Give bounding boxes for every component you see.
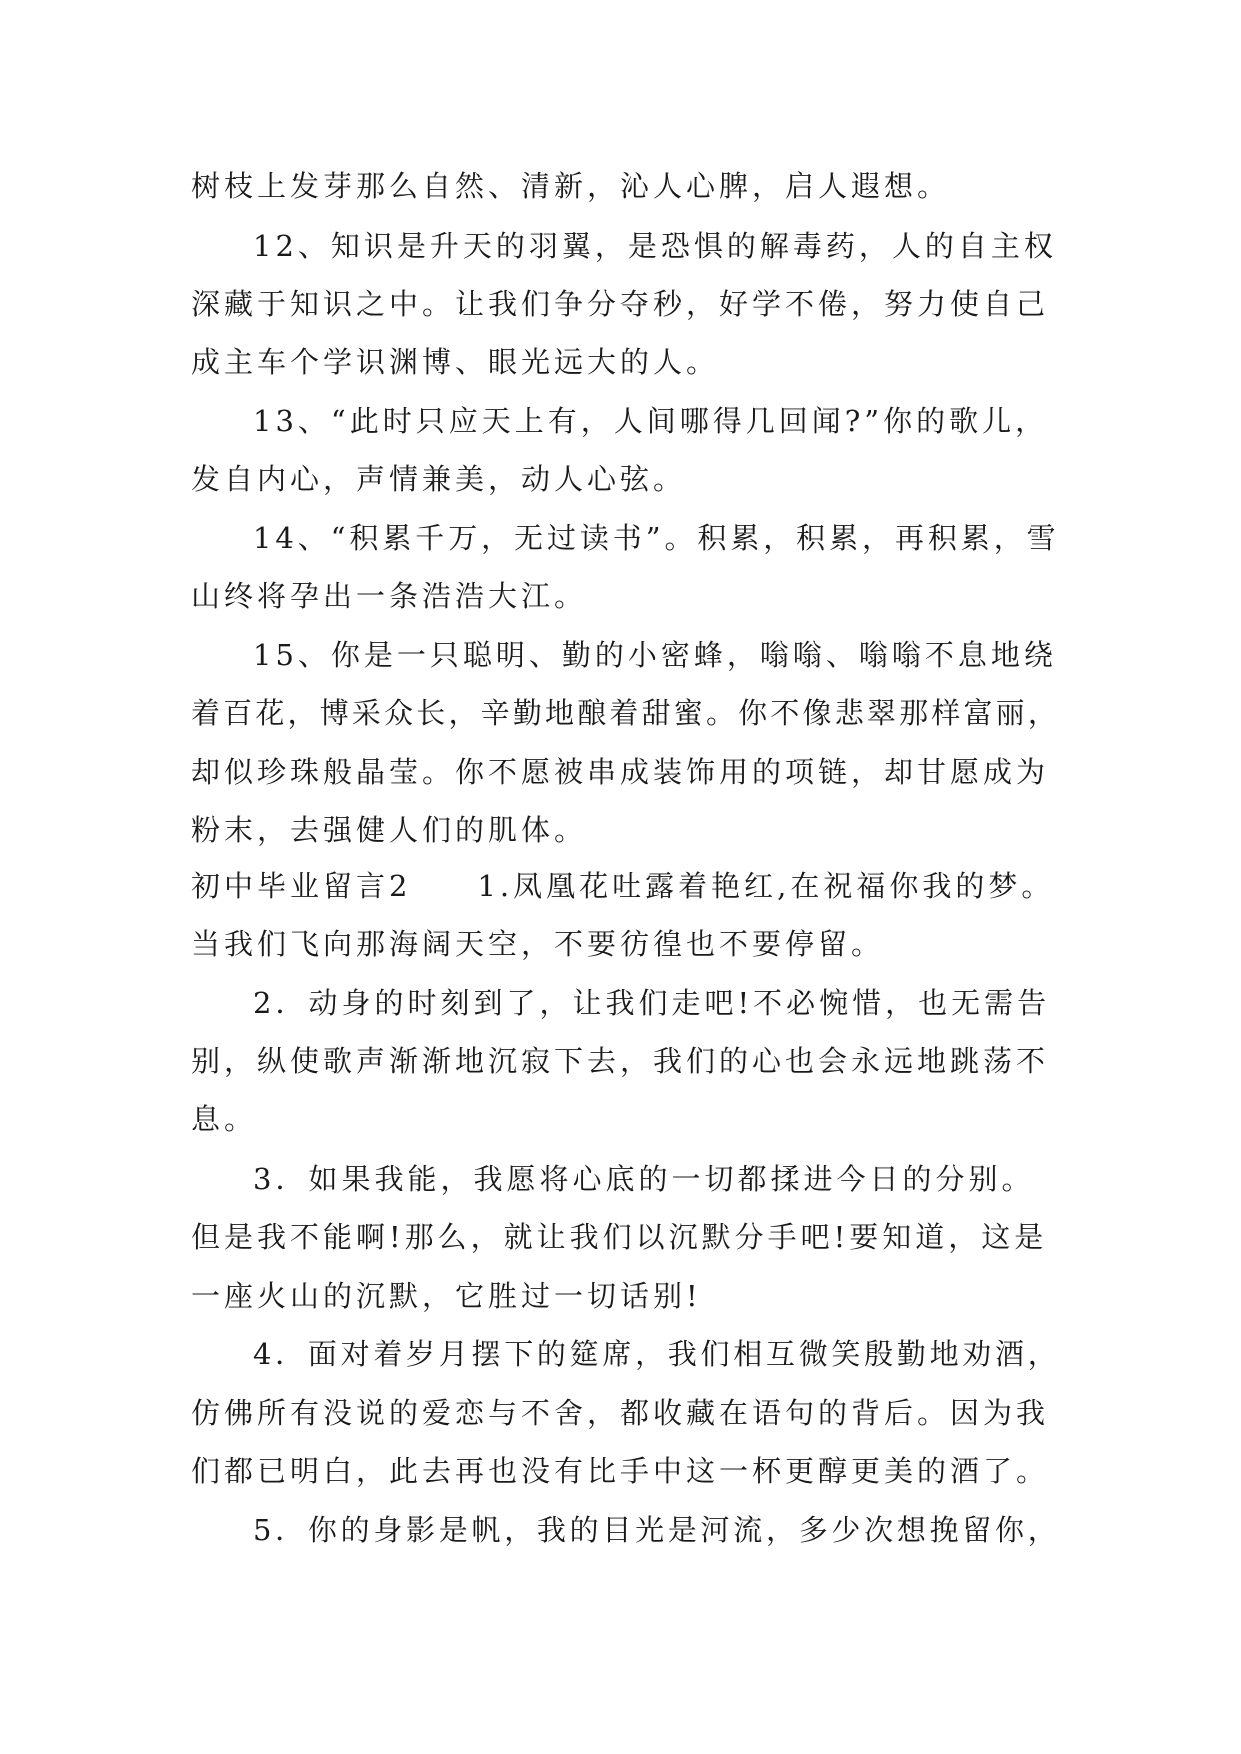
text-line: 着百花，博采众长，辛勤地酿着甜蜜。你不像悲翠那样富丽， (191, 696, 1061, 730)
text-line: 树枝上发芽那么自然、清新，沁人心脾，启人遐想。 (191, 169, 951, 203)
text-line: 3．如果我能，我愿将心底的一切都揉进今日的分别。 (253, 1162, 1035, 1196)
text-line: 却似珍珠般晶莹。你不愿被串成装饰用的项链，却甘愿成为 (191, 755, 1050, 789)
text-line: 仿佛所有没说的爱恋与不舍，都收藏在语句的背后。因为我 (191, 1396, 1050, 1430)
text-line: 2．动身的时刻到了，让我们走吧!不必惋惜，也无需告 (253, 986, 1051, 1020)
text-line: 4．面对着岁月摆下的筵席，我们相互微笑殷勤地劝酒， (253, 1337, 1061, 1371)
section-heading-line: 初中毕业留言2 1.凤凰花吐露着艳红,在祝福你我的梦。 (191, 869, 1055, 903)
text-line: 山终将孕出一条浩浩大江。 (191, 579, 588, 613)
text-line: 发自内心，声情兼美，动人心弦。 (191, 462, 687, 496)
text-line: 5．你的身影是帆，我的目光是河流，多少次想挽留你， (253, 1513, 1061, 1547)
text-line: 粉末，去强健人们的肌体。 (191, 813, 588, 847)
text-line: 深藏于知识之中。让我们争分夺秒，好学不倦，努力使自己 (191, 287, 1050, 321)
text-line: 别，纵使歌声渐渐地沉寂下去，我们的心也会永远地跳荡不 (191, 1044, 1050, 1078)
text-line: 们都已明白，此去再也没有比手中这一杯更醇更美的酒了。 (191, 1454, 1050, 1488)
text-line: 当我们飞向那海阔天空，不要彷徨也不要停留。 (191, 927, 885, 961)
text-line: 15、你是一只聪明、勤的小密蜂，嗡嗡、嗡嗡不息地绕 (253, 638, 1057, 672)
text-line: 但是我不能啊!那么，就让我们以沉默分手吧!要知道，这是 (191, 1220, 1048, 1254)
text-line: 一座火山的沉默，它胜过一切话别! (191, 1279, 702, 1313)
text-line: 息。 (191, 1102, 258, 1136)
text-line: 12、知识是升天的羽翼，是恐惧的解毒药，人的自主权 (253, 229, 1057, 263)
text-line: 13、“此时只应天上有，人间哪得几回闻?”你的歌儿， (253, 404, 1049, 438)
text-line: 成主车个学识渊博、眼光远大的人。 (191, 345, 720, 379)
text-line: 14、“积累千万，无过读书”。积累，积累，再积累，雪 (253, 521, 1060, 555)
